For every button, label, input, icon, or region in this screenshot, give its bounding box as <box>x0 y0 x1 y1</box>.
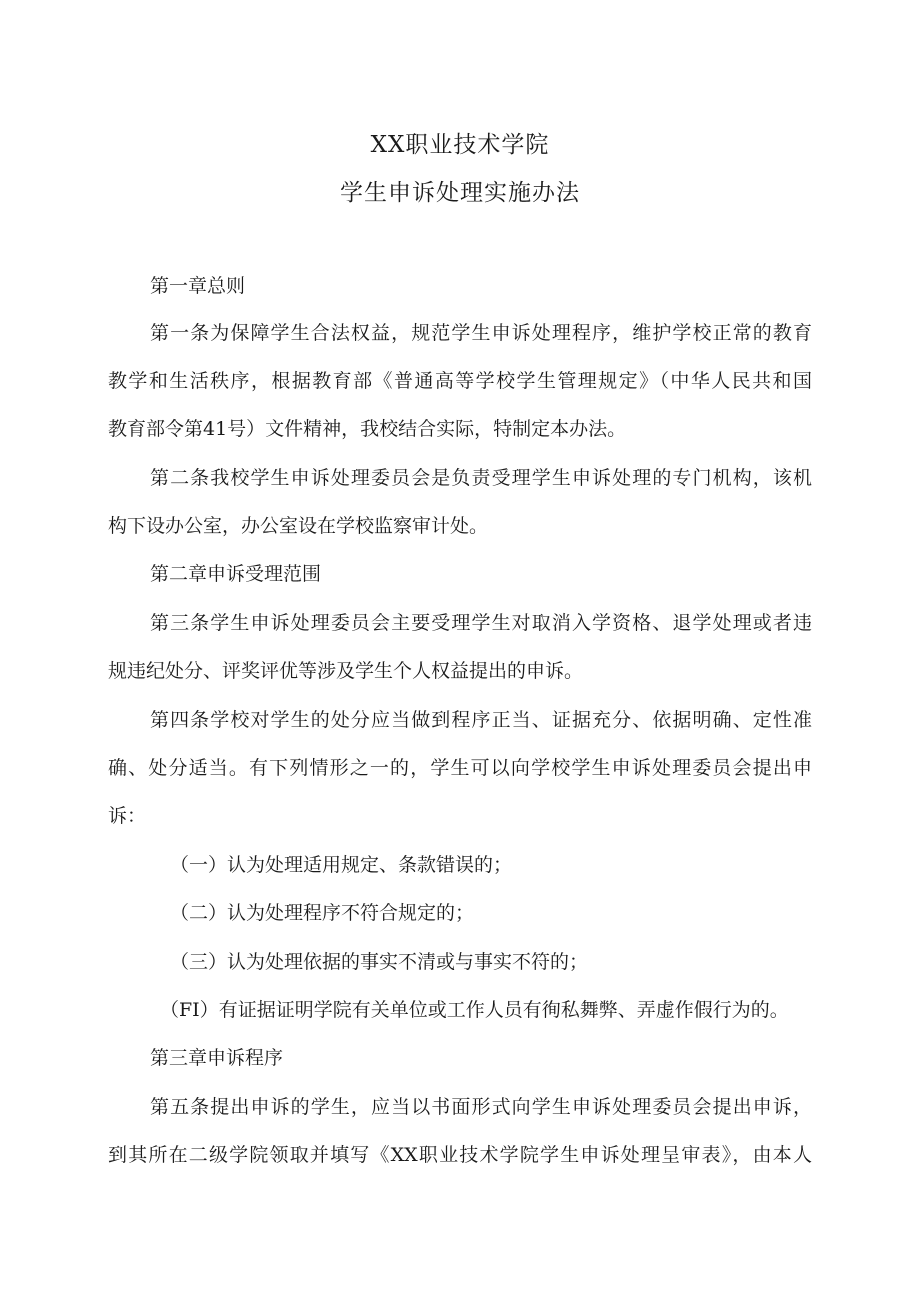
chapter-heading-2: 第二章申诉受理范围 <box>150 563 322 585</box>
list-item-2: （二）认为处理程序不符合规定的； <box>170 902 475 924</box>
article-1-line-2: 教学和生活秩序，根据教育部《普通高等学校学生管理规定》（中华人民共和国 <box>108 370 812 392</box>
chapter-heading-3: 第三章申诉程序 <box>150 1047 284 1069</box>
article-5-line-1: 第五条提出申诉的学生，应当以书面形式向学生申诉处理委员会提出申诉， <box>150 1096 812 1118</box>
article-5-line-2: 到其所在二级学院领取并填写《XX职业技术学院学生申诉处理呈审表》，由本人 <box>108 1144 812 1166</box>
document-title-subject: 学生申诉处理实施办法 <box>340 180 580 206</box>
list-item-4: （FI）有证据证明学院有关单位或工作人员有徇私舞弊、弄虚作假行为的。 <box>160 999 789 1021</box>
article-3-line-1: 第三条学生申诉处理委员会主要受理学生对取消入学资格、退学处理或者违 <box>150 612 812 634</box>
article-4-line-1: 第四条学校对学生的处分应当做到程序正当、证据充分、依据明确、定性准 <box>150 709 812 731</box>
article-3-line-2: 规违纪处分、评奖评优等涉及学生个人权益提出的申诉。 <box>108 660 584 682</box>
article-4-line-2: 确、处分适当。有下列情形之一的，学生可以向学校学生申诉处理委员会提出申 <box>108 757 812 779</box>
chapter-heading-1: 第一章总则 <box>150 275 246 297</box>
list-item-1: （一）认为处理适用规定、条款错误的； <box>170 854 513 876</box>
article-1-line-3: 教育部令第41号）文件精神，我校结合实际，特制定本办法。 <box>108 418 627 440</box>
list-item-3: （三）认为处理依据的事实不清或与事实不符的； <box>170 951 589 973</box>
article-2-line-2: 构下设办公室，办公室设在学校监察审计处。 <box>108 515 489 537</box>
document-title-institution: XX职业技术学院 <box>370 132 550 158</box>
article-1-line-1: 第一条为保障学生合法权益，规范学生申诉处理程序，维护学校正常的教育 <box>150 322 812 344</box>
article-4-line-3: 诉： <box>108 805 147 827</box>
article-2-line-1: 第二条我校学生申诉处理委员会是负责受理学生申诉处理的专门机构，该机 <box>150 467 812 489</box>
